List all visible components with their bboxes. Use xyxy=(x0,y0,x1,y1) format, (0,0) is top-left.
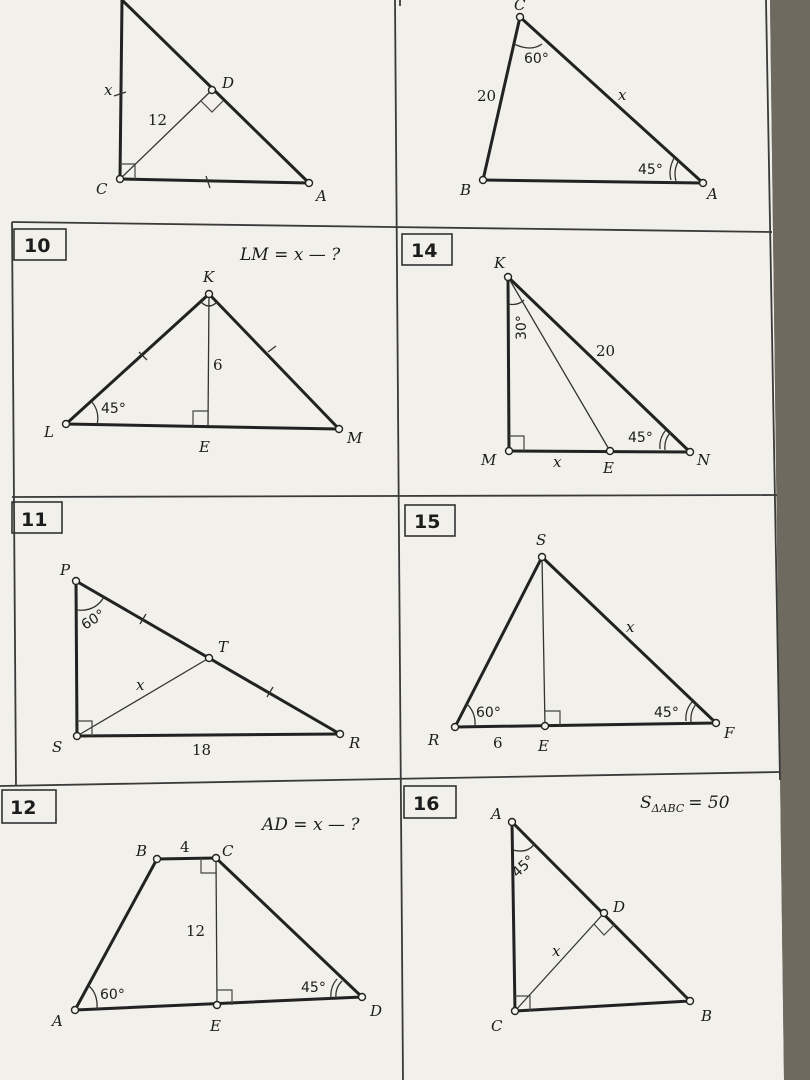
vertex-label: B xyxy=(136,842,148,860)
side-label: x xyxy=(553,453,562,471)
vertex-label: L xyxy=(44,423,54,441)
problem-number: 14 xyxy=(411,240,438,262)
vertex-label: C xyxy=(222,842,234,860)
vertex-label: S xyxy=(52,738,63,756)
vertex-label: M xyxy=(347,429,363,447)
vertex-label: R xyxy=(349,734,361,752)
angle-label: 60° xyxy=(476,705,501,721)
vertex-label: E xyxy=(538,737,549,755)
angle-label: 45° xyxy=(508,852,539,881)
side-label: 20 xyxy=(596,342,616,360)
side-label: 6 xyxy=(493,734,503,752)
side-label: 12 xyxy=(148,111,168,129)
vertex-label: A xyxy=(491,805,502,823)
vertex-label: E xyxy=(210,1017,221,1035)
vertex-label: A xyxy=(316,187,327,205)
vertex-label: D xyxy=(370,1002,383,1020)
problem-number: 11 xyxy=(21,509,48,531)
vertex-label: E xyxy=(199,438,210,456)
vertex-label: P xyxy=(60,561,71,579)
vertex-label: B xyxy=(701,1007,713,1025)
side-label: 4 xyxy=(180,838,190,856)
side-label: x xyxy=(626,618,635,636)
problem-number: 10 xyxy=(24,235,51,257)
side-label: 12 xyxy=(186,922,206,940)
vertex-label: D xyxy=(613,898,626,916)
vertex-label: D xyxy=(222,74,235,92)
angle-label: 45° xyxy=(628,430,653,446)
vertex-label: C xyxy=(96,180,108,198)
vertex-label: F xyxy=(724,724,735,742)
side-label: x xyxy=(136,676,145,694)
vertex-label: A xyxy=(707,185,718,203)
problem-number: 15 xyxy=(414,511,441,533)
vertex-label: S xyxy=(536,531,547,549)
side-label: 20 xyxy=(477,87,497,105)
side-label: 6 xyxy=(213,356,223,374)
angle-label: 60° xyxy=(100,987,125,1003)
vertex-label: B xyxy=(460,181,472,199)
problem-question: LM = x — ? xyxy=(240,245,341,265)
vertex-label: T xyxy=(218,638,229,656)
vertex-label: A xyxy=(52,1012,63,1030)
problem-number: 16 xyxy=(413,793,440,815)
angle-label: 45° xyxy=(101,401,126,417)
vertex-label: K xyxy=(494,254,506,272)
vertex-label: M xyxy=(481,451,497,469)
problem-question: AD = x — ? xyxy=(262,815,360,835)
area-label: $S_{\Delta ABC} = 50$ xyxy=(640,793,730,815)
angle-label: 30° xyxy=(514,315,530,340)
angle-label: 45° xyxy=(654,705,679,721)
side-label: x xyxy=(618,86,627,104)
vertex-label: R xyxy=(428,731,440,749)
side-label: x xyxy=(104,81,113,99)
vertex-label: N xyxy=(697,451,711,469)
problem-number: 12 xyxy=(10,797,37,819)
side-label: 18 xyxy=(192,741,212,759)
angle-label: 45° xyxy=(301,980,326,996)
vertex-label: K xyxy=(203,268,215,286)
vertex-label: E xyxy=(603,459,614,477)
side-label: x xyxy=(552,942,561,960)
angle-label: 45° xyxy=(638,162,663,178)
angle-label: 60° xyxy=(524,51,549,67)
vertex-label: C xyxy=(491,1017,503,1035)
angle-label: 60° xyxy=(78,606,109,634)
vertex-label: C xyxy=(514,0,526,14)
